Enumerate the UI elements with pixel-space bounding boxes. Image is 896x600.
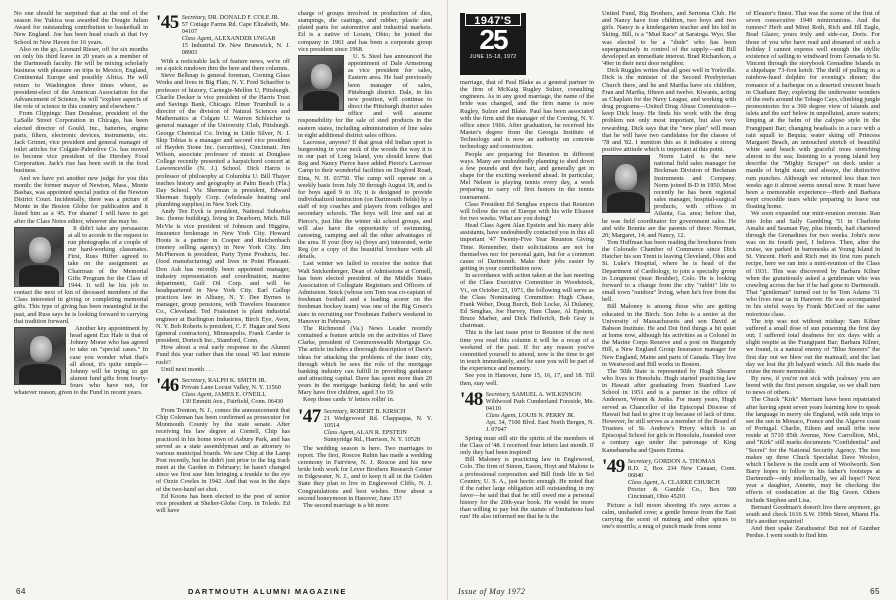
class-year: '49 (602, 455, 625, 477)
paragraph: of Eleazer's finest. That was the scene of the first of seven consecutive 1949 minireunions. And the rumors? Herb and Mimi Roth, Rich and Jill Eagle, Brad Glazer, yours truly and side-car, Doris. For those of you who have read and dreamed of such a holiday I cannot express well enough the idyllic existence of sailing to windward from Grenada to St. Vincent through the storybook Grenadine Islands in a shipshape 73-foot ketch. The thrill of pulling in a rainbow-hued dolphin for evening's dinner; the romance of a barbeque on a deserted crescent beach in Chatham Bay; exploring the underwater wonders of the reefs around the Tobago Cays, climbing jungle promontories for a 360 degree view of islands and islets and the surf below in unpolluted, azure waters; limping at the helm of the calypso style in the Frangipani Bar; changing headsails in a race with a rain squall to Bequia; water skiing off Princess Margaret Beach, an untouched stretch of beautiful white sand beach with graceful trees stretching almost to the sea; listening to a young island boy describe the "Mighty Scraper" on deck under a mantle of bright stars; and always, the distinctive rum punches. Although we returned less than two weeks ago it almost seems unreal now. It must have been a memorable experience—Herb and Barbara wept crocodile tears while preparing to leave our floating home. (746, 10, 880, 211)
class-year: '46 (156, 374, 179, 396)
issue-date: Issue of May 1972 (458, 587, 526, 596)
paragraph: Ed Koons has been elected to the post of senior vice president at Shelter-Globe Corp. in Toledo. Ed will have (156, 492, 290, 515)
paragraph: charge of groups involved in production of dies, stampings, die castings, and rubber, plastic and plated parts for automotive and industrial markets. Ed is a native of Lorain, Ohio; he joined the company in 1961 and has been a corporate group vice president since 1968. (298, 10, 432, 53)
class-header-49 (602, 455, 736, 500)
paragraph: Norm Laird is the new national field sales manager for Beckman Division of Beckman Instruments and Company. Norm joined B-D in 1950. Most recently he has been regional sales manager, hospital-surgical products, with offices in Atlanta, Ga. area; before that, he was field coordinator for government sales. He and wife Bonnie are the parents of three: Norman, 20; Margaret, 14; and Nancy, 12. (602, 153, 736, 239)
paragraph: The Richmond (Va.) News Leader recently contained a feature article on the activities of Dave Clarke, president of Commonwealth Mortgage Co. The article includes a thorough description of Dave's ideas for attacking the problems of the inner city, through which he sees the role of the mortgage banking industry can fulfill in providing guidance and attracting capital. Dave has spent more than 20 years in the mortgage banking field; he and wife Mary have five children, aged 3 to 19. (298, 324, 432, 397)
paragraph: Tom Huffman has been reading the brochures from the Colorado Chamber of Commerce since Dick Hatcher his son Trent is leaving Cleveland, Ohio and St. Luke's Hospital, where he is head of the Department of Cardiology, to join a specialty group in Longmont (near Boulder), Colo. He is looking forward to a change from the city "rabbit" life to small town "outdoor" living, when he's free from the bell. (602, 239, 736, 304)
right-column-2 (602, 10, 736, 582)
class-contacts: Secretary, RALPH K. SMITH JR. Private Lane Locust Valley, N. Y. 11560 Class Agent, JAMES E. O'NEILL 130 Emmitt Ave., Fairfield, Conn. 06430 (181, 376, 284, 405)
paragraph: It didn't take any persuasion at all to accede to the request to run photographs of a couple of our hard-working classmates. First, Russ Hiffer agreed to take on the assignment as Chairman of the Memorial Gifts Program for the Class of 1944. It will be his job to contact the next of kin of deceased members of the Class interested in giving or completing memorial gifts. This type of giving has been meaningful in the past, and Russ says he is looking forward to carrying that tradition forward. (14, 224, 148, 325)
left-column-3 (298, 10, 432, 582)
class-header-45 (156, 14, 290, 56)
paragraph: From Clippings: Dan Donahue, president of the LaSalle Street Corporation in Chicago, has been elected director of Gould, Inc., batteries, engine parts, filters, electronic devices, instruments, etc. Jack Grimm, vice president and general manager of toilet articles for Colgate-Palmolive Co. has moved to become vice president of the Hershey Food Corporation. Jack's rise has been swift in the food business. (14, 110, 148, 175)
right-page (448, 0, 896, 600)
class-header-48 (460, 388, 594, 433)
class-contacts: Secretary, SAMUEL A. WILKINSON Wildwood Park Cumberland Foreside, Me. 04110 Class Agent, LOUIS N. PERRY JR. Apt. 34, 7100 Blvd. East North Bergen, N. J. 07047 (485, 390, 594, 433)
paragraph: Also on the go, Leonard Rieser, off for six months on only his third leave in 20 years as a member of the Dartmouth faculty. He will be mixing scholarly business with pleasure on trips to Mexico, England, Continental Europe and possibly Africa. He will return to Washington three times where, as president-elect of the American Association for the Advancement of Science, he will "explore aspects of the role of science in this country and elsewhere." (14, 45, 148, 111)
page-number: 65 (870, 587, 880, 596)
paragraph: And we have yet another new judge for you this month: the former mayor of Newton, Mass., Monte Basbas, was appointed special justice of the Newton District Court. Incidentally, there was a picture of Monte in the Boston Globe for publication and it listed him as a '45. For shame! I will have to get after the Class Notes editor, whoever she may be. (14, 174, 148, 225)
class-header-47 (298, 405, 432, 443)
paragraph: The 50th State is represented by Hugh Shearer who lives in Honolulu. Hugh started practicing law in Hawaii after graduating from Stanford Law School in 1951 and is a partner in the office of Anderson, Wrenn & Jenks. For many years, Hugh served as Chancellor of the Episcopal Diocese of Hawaii but had to give it up because of lack of time. However, he still serves as a member of the Board of Trustees of St. Andrew's Priory which is an Episcopal School for girls in Honolulu, founded over a century ago under the patronage of King Kamehameha and Queen Emma. (602, 367, 736, 454)
paragraph: The Chuck "Kirk" Merriam have been repatriated after having spent seven years learning how to speak the language in merry ole England, with side trips to see the sun in Monaco, France and the Algarve coast of Portugal. Charlie, Eileen and small tribe now reside at 5710 85th Avenue, New Carrollton, Md., and "Kirk" still marks documents "Confidential" and "Secret" for the National Security Agency. The tree makes up three Chuck Specialist Dave Woolco, which I believe is the credit arm of Woolworth. Son Barry hopes to follow in his father's footsteps at Dartmouth—only intellectually, we all hope!! Next year a daughter, Annette, may be checking the effects of coeducation at the Big Green. Others include Stephen and Lisa. (746, 396, 880, 504)
class-contacts: Secretary, GORDON A. THOMAS R.D. 2, Box 234 New Canaan, Conn. 06840 Class Agent, A. CLARKE CHURCH Procter & Gamble Co., Box 599 Cincinnati, Ohio 45201 (627, 457, 736, 500)
class-contacts: Secretary, DR. DONALD F. COLE JR. 57 Cottage Farms Rd. Cape Elizabeth, Me. 04107 Class Agent, ALEXANDER UNGAR 15 Industrial Dr. New Brunswick, N. J. 08903 (181, 14, 290, 56)
right-column-1 (460, 10, 594, 582)
paragraph: Dick Ruggles writes that all goes well in Yorkville. Dick is the minister of the Second Presbyterian Church there, and he and Martha have six children, Fran and Martha, fifteen and twelve. Kiwanis, acting as Chaplain for the Navy League, and working with drug programs—United Drug Abuse Commission—keep Dick busy. He finds his work with the drug problem not only most important, but also very rewarding. Dick says that the "new plan" will mean that he will have two candidates for the classes of '78 and '82. I mention this as it indicates a strong positive attitude which is important at this point. (602, 67, 736, 153)
paragraph: Bill Maloney is among those who are getting educated in the Birch. Son John is a senior at the University of Massachusetts and son David at Babson Institute. He and Dot find things a bit quiet at home now, although his activities as a Colonel in the Marine Corps Reserve and a post on Burgundy Hill, a New England Group Insurance manager for New England, Maine and parts of Canada. They live in Westwood and Bill works in Boston. (602, 303, 736, 368)
logo-class-year: 1947'S (465, 13, 521, 26)
paragraph: U. S. Steel has announced the appointment of Dale Armstrong as vice president for sales, Eastern area. He had previously been manager of sales, Pittsburgh district. Dale, in his new position, will continue to direct the Pittsburgh district sales office and will assume responsibility for the sale of steel products in the eastern states, including administration of line sales in eight additional district sales offices. (298, 52, 432, 139)
paragraph: The second marriage is a bit more (303, 501, 389, 509)
logo-number: 25 (479, 24, 507, 56)
paragraph: We soon expanded our mini-reunion enroute. Ran into John and Sally Gambling '51 in Charlotte Amalie and Seaman Pay, plus friends, had chartered through the Grenadines for two weeks. John's now was on its fourth peel, I believe. Then, after the cruise, we parked in barrenesks at Young Island in St. Vincent. Herb and Rich met its first rum punch recipe, here we ran into a mini-reunion of the Class of 1931. This was discovered by Barbara Kilner when the gratuitously asked a gentleman who was crawling across the bar if he had gone to Dartmouth. That "gentleman" turned out to be Tom Adams '31 who lives near us in Hanover. He was accompanied in his sinful ways by Frank McCord of the same notorious class. (746, 210, 880, 318)
reunion-25-logo (460, 13, 526, 75)
magazine-title: DARTMOUTH ALUMNI MAGAZINE (188, 587, 347, 596)
paragraph: Bill Maloney is practicing law in Englewood, Colo. The firm of Simon, Eason, Hoyt and Malone is a professional corporation and Bill finds life in Sol Country, U. S. A., just hectic enough. He noted that if the rather large obligation still outstanding in my favor—he said that that he still owed me a personal history for the 20th-year book. He would be more than willing to pay but the statute of limitations had run! He also informed me that he is the (460, 456, 594, 521)
paragraph: Head Class Agent Alan Epstein and his many able assistants, have undoubtedly contacted you in this all important '47 Twenty-Five Year Reunion Giving Time. Remember, their solicitations are not for themselves nor for personal gain, but for a common cause of Dartmouth. Make their jobs easier by getting in your contribution now. (460, 222, 594, 273)
paragraph: How about a real early response to the Alumni Fund this year rather than the usual '45 last minute rush!! (156, 344, 290, 366)
portrait-photo-norm-laird (602, 155, 650, 213)
paragraph: By now, if you're not sick with jealousy you are bored with the first person singular, so we shall turn to news of others. (746, 374, 880, 397)
paragraph: In accordance with action taken at the last meeting of the Class Executive Committee in Woodstock, Vt., on October 23, 1971, the following will serve as the Class Nominating Committee: Hugh Chase, Frank Weber, Doug Burch, Bob Locke, Al Dulaney, Ed Senghas, Joe Harvey, Ham Chase, Al Epstein, Bruce Marher, and Dick Helferich, Bob Gray is chairman. (460, 272, 594, 330)
paragraph: This is the last issue prior to Reunion of the next time you read this column it will be a recap of a weekend of the past. If for any reason you've committed yourself to attend, now is the time to get in touch immediately, and be sure you will be part of the experience and memory. (460, 329, 594, 373)
paragraph: No one should be surprised that at the end of the season Joe Yukica was awarded the Dougie Julian Award for outstanding contribution to basketball in New England. Joe has been head coach at that Ivy School in New Haven for 16 years. (14, 10, 148, 46)
left-column-1 (14, 10, 148, 582)
class-header-46 (156, 374, 290, 405)
paragraph: Picture a full moon shooting it's rays across a calm, unshaded cove; a gentle breeze from the East carrying the scent of nutmeg and other spices to one's nostrils; a mug of punch made from some (602, 501, 736, 531)
paragraph: And then spake Zarathustra! But not of Gunther Perdue. I went south to find him (746, 525, 880, 540)
paragraph: marriage, that of Paul Blake as a general partner in the firm of McKaig Rugley Sulzer, consulting engineers. As in any good marriage, the name of the bride was changed, and the firm name is now Rugley, Sulzer and Blake. Paul has been associated with the firm and the manager of the Corning, N. Y. office since 1966. After graduation, he received his Master's degree from the Georgia Institute of Technology and is now an authority on concrete technology and construction. (460, 79, 594, 151)
portrait-photo-dale-armstrong (298, 55, 344, 111)
paragraph: Andy Ten Eyck is president, National Suburbia Inc. (home building), living in Dearborn, Mich. Bill McVie is vice president of Johnson and Higgins, insurance brokerage in New York City. Howard Hoots is a partner in Cooper and Reichenbach (money selling agency) in New York City. Jim McPherson is president, Party Tyme Products, Inc. (food manufacturing) and lives in Point Pleasant. Don Ash has recently been appointed manager, industry representation and coordination, marine department, Gulf Oil Corp. and will be headquartered in New York City. Earl Gallup practices law in Albany, N. Y. Dee Byrnes is manager, group pensions, with Travelers Insurance Co., Cleveland. Ted Fraissinet is plant industrial engineer at Burlington Industries, Birch Eye, Avon, N. Y. Bob Roberts is president, C. F. Hagan and Sons (general contractors), Minneapolis. Frank Carder is president, Dortech Inc., Stamford, Conn. (156, 208, 290, 345)
paragraph: The trip was not without mishap: Sam Kilner suffered a small dose of sun poisoning the first day out; I suffered total deafness for six days with a slight respite as the Frangipani Bar; Barbara Kilner, we found, is a natural enemy of "Blue Snorers" the first day out we blew out the mainsail; and the last day we lost the jib halyard winch. All this made the cruise the more memorable. (746, 317, 880, 375)
left-column-2 (156, 10, 290, 582)
portrait-photo-johnny-morse (14, 327, 66, 385)
page-number: 64 (16, 587, 26, 596)
paragraph: See you in Hanover, June 15, 16, 17, and 18. Till then, stay well. (460, 372, 594, 387)
paragraph: Another key appointment by head agent Ezz Hale is that of Johnny Morse who has agreed to take on "special cases." In case you wonder what that's all about, it's quite simple—Johnny will be trying to get alumni fund gifts from fourty-fours who have not, for whatever reason, given to the Fund in recent years. (14, 324, 148, 397)
paragraph: Until next month . . . (161, 365, 214, 373)
class-year: '48 (460, 388, 483, 410)
class-year: '45 (156, 12, 179, 33)
paragraph: People are preparing for Reunion in different ways. Many are undoubtedly planning to shed down a few pounds and dye hair, and generally get in shape for the exciting weekend ahead. In particular, Mel Nelson is playing tennis every day, a week preparing to carry off first honors in the tennis tournament. (460, 150, 594, 201)
paragraph: Class President Ed Senghas expects that Reunion will follow the run of Europe with his wife Eleanor for two weeks. What are you doing? (460, 200, 594, 222)
class-year: '47 (298, 405, 321, 427)
class-contacts: Secretary, ROBERT B. KIRSCH 21 Wedgewood Rd. Chappaqua, N. Y. 10514 Class Agent, ALAN R. EPSTEIN Sunnyridge Rd., Harrison, N. Y. 10528 (323, 407, 432, 443)
paragraph: The wedding season is here. Two marriages to report. The first, Roscoe Rubin has made a wedding ceremony in Fairview, N. J. Roscoe and his new bride both work for Lever Brothers Research Center in Edgewater, N. J., and to keep it all in the Golden State they plan to live in Englewood Cliffs, N. J. Congratulations and best wishes. How about a second honeymoon in Hanover, June 15? (298, 444, 432, 502)
paragraph: From Trenton, N. J., comes the announcement that Chip Coleman has been confirmed as prosecutor for Monmouth County by the state senate. After receiving his law degree at Cornell, Chip has practiced in his home town of Asbury Park, and has served as a state assemblyman and as attorney to various municipal boards. We saw Chip at the Lamp Post recently, but he didn't just prior to the big track meet at the Garden in February; he hasn't changed since we first saw him bringing a trunkle to the eye of Ozzie Cowles in 1942. And that was in the days of the two-hand set shot. (156, 406, 290, 493)
right-column-3 (746, 10, 880, 582)
paragraph: Last winter we failed to receive the notice that Walt Snickenberger, Dean of Admissions at Cornell, has been elected president of the Middle States Association of Collegiate Registrars and Officers of Admission. Snick (whose son Tom was co-captain of freshman football and a leading scorer on the freshman hockey team) was one of the Big Green's stars in recruiting our Freshman Father's weekend in Hanover in February. (298, 260, 432, 325)
paragraph: Keep those cards 'n' letters rollin' in. (303, 396, 395, 404)
paragraph: With a noticeable lack of feature news, we're off on a quick rundown thru the here and there columns. (156, 58, 290, 73)
paragraph: Lacrosse, anyone? If that great old Indian sport is burgeoning in your neck of the woods the way it is in our part of Long Island, you should know that Reg and Nancy Pierce have added Pierce's Lacrosse Camp to their wonderful facilities on Dogford Road, Etna, N. H. 03750. The camp will operate on a weekly basis from July 30 through August 18, and is for boys aged 9 to 16; it is designed to provide individualized instruction (on Dartmouth fields) by a staff of top coaches and players from colleges and secondary schools. The boys will live and eat at Pierce's, just like the winter ski school groups, and will also have the opportunity of swimming, canoeing, camping and all the other advantages of the area. If your (boy is) (boys are) interested, write Reg (or a copy of the beautiful brochure with all details. (298, 138, 432, 261)
paragraph: Bernard Goodman's doesn't live there anymore, go south and check 1616 S.W. 199th Street, Miami Fla. He's another expatriot! (746, 503, 880, 526)
paragraph: Steve Belknap is general foreman, Corning Glass Works and lives in Big Flats, N. Y. Fred Schaeffer is professor of history, Carnegie-Mellon U, Pittsburgh. Charlie Decker is vice president of the Harris Trust and Savings Bank, Chicago. Elmer Trumbull is a director of the division of Natural Sciences and Mathematics at Colgate U. Warren Schleicher is general manager of the University Club, Pittsburgh. George Chemical Co. living in Little Silver, N. J. Skip Tobias is a manager and second vice president of Hayden Stone Inc. (securities), Cincinnati. Jim Wilson, associate professor of music at Douglass College recently presented a harpsichord concert at Lawrenceville (N. J.) School. Dick Harris is professor of philosophy at Columbia U. Bill Thayer teaches history and geography at Palm Beach (Fla.) Day School. Vic Sherman is president, Edward Sherman Supply Corp. (wholesale heating and plumbing supplies) in New York City. (156, 72, 290, 209)
paragraph: Spring must still stir the spirits of the members of the Class of '48. I received four letters last month. If only they had been inspired! (460, 434, 594, 457)
logo-dates: JUNE 15-18, 1972 (469, 54, 517, 61)
portrait-photo-russ-hiffer (14, 227, 64, 287)
paragraph: United Fund, Big Brothers, and Sertoma Club. He and Nancy have four children, two boys and two girls. Nancy is a kindergarten teacher and his kid in Skiing. Bill, is a "Mud Race" at Saratoga. Wyo. She was elected to be a "dude" who has been supergenuinely in control of the supply—and Bill developed an immediate interest. Brad Richardson, a '49er in their next door neighbor. (602, 10, 736, 68)
